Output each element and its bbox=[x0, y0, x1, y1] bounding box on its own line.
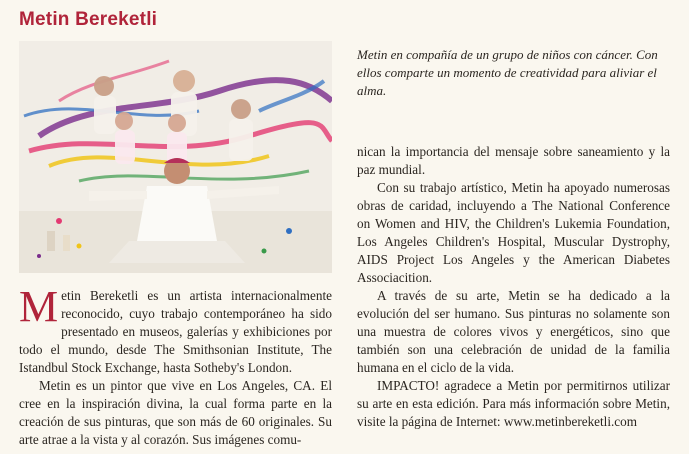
intro-paragraph: Metin Bereketli es un artista internacionalmente reconocido, cuyo trabajo contemporáneo ha sido presentado en museos, galerías y exhibiciones por todo el mundo, desde The Smithsonian Institute, The Istandbul Stock Exchange, hasta Sotheby's London. bbox=[19, 282, 332, 375]
left-column bbox=[19, 282, 332, 449]
photo-caption: Metin en compañía de un grupo de niños con cáncer. Con ellos comparte un momento de creatividad para aliviar el alma. bbox=[357, 47, 658, 98]
right-column bbox=[357, 143, 670, 431]
paragraph: nican la importancia del mensaje sobre saneamiento y la paz mundial. bbox=[357, 144, 670, 177]
paragraph: IMPACTO! agradece a Metin por permitirnos utilizar su arte en esta edición. Para más información sobre Metin, visite la página de Internet: www.metinbereketli.com bbox=[357, 378, 670, 429]
paragraph: Metin es un pintor que vive en Los Angeles, CA. El cree en la inspiración divina, la cual forma parte en la creación de sus pinturas, que son más de 60 originales. Su arte atrae a la vista y al corazón. Sus imágenes comu- bbox=[19, 378, 332, 447]
paragraph: A través de su arte, Metin se ha dedicado a la evolución del ser humano. Sus pinturas no solamente son una muestra de colores vivos y energéticos, sino que también son una celebración de unidad de la familia humana en el ciclo de la vida. bbox=[357, 288, 670, 375]
article-title: Metin Bereketli bbox=[19, 9, 158, 30]
drop-cap: M bbox=[19, 282, 59, 331]
paragraph: Con su trabajo artístico, Metin ha apoyado numerosas obras de caridad, incluyendo a The National Conference on Women and HIV, the Children's Lukemia Foundation, Los Angeles Children's Hospital, Muscular Dystrophy, AIDS Project Los Angeles y the American Diabetes Associacition. bbox=[357, 180, 670, 285]
artist-photo bbox=[19, 41, 332, 273]
